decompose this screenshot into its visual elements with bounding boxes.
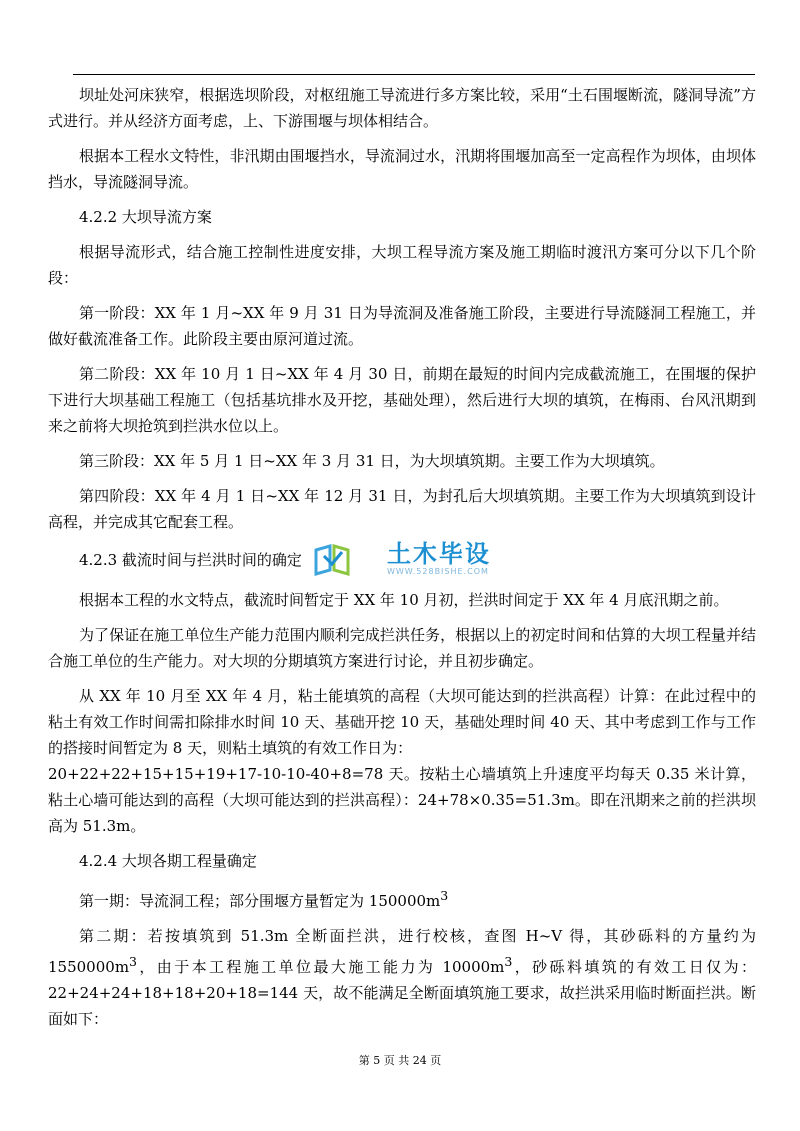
superscript: 3: [440, 888, 449, 903]
section-heading: 4.2.4 大坝各期工程量确定: [79, 852, 257, 870]
watermark: [312, 542, 491, 576]
paragraph: 坝址处河床狭窄，根据选坝阶段，对枢纽施工导流进行多方案比较，采用“土石围堰断流，隧洞导流”方式进行。并从经济方面考虑，上、下游围堰与坝体相结合。: [48, 86, 756, 130]
superscript: 3: [129, 954, 137, 969]
paragraph: 第一阶段：XX 年 1 月~XX 年 9 月 31 日为导流洞及准备施工阶段，主要进行导流隧洞工程施工，并做好截流准备工作。此阶段主要由原河道过流。: [48, 304, 756, 348]
paragraph-text: ，砂砾料填筑的有效工日仅为：: [512, 958, 756, 976]
paragraph: 从 XX 年 10 月至 XX 年 4 月，粘土能填筑的高程（大坝可能达到的拦洪高程）计算：在此过程中的粘土有效工作时间需扣除排水时间 10 天、基础开挖 10 天，基础处理时间 40 天、其中考虑到工作与工作的搭接时间暂定为 8 天，则粘土填筑的有效工作日为：: [48, 687, 756, 757]
paragraph: 第二阶段：XX 年 10 月 1 日~XX 年 4 月 30 日，前期在最短的时间内完成截流施工，在围堰的保护下进行大坝基础工程施工（包括基坑排水及开挖，基础处理），然后进行大坝的填筑，在梅雨、台风汛期到来之前将大坝抢筑到拦洪水位以上。: [48, 365, 756, 435]
unit-text: m: [114, 958, 130, 976]
paragraph: 为了保证在施工单位生产能力范围内顺利完成拦洪任务，根据以上的初定时间和估算的大坝工程量并结合施工单位的生产能力。对大坝的分期填筑方案进行讨论，并且初步确定。: [48, 626, 756, 670]
book-logo-icon: [312, 542, 352, 576]
paragraph: 第三阶段：XX 年 5 月 1 日~XX 年 3 月 31 日，为大坝填筑期。主要工作为大坝填筑。: [79, 452, 665, 470]
section-heading-with-watermark: [48, 540, 756, 578]
document-body: [48, 82, 756, 1041]
paragraph: [48, 923, 756, 1032]
paragraph-continuation: 20+22+22+15+15+19+17-10-10-40+8=78 天。按粘土心墙填筑上升速度平均每天 0.35 米计算，粘土心墙可能达到的高程（大坝可能达到的拦洪高程）：24+78×0.35=51.3m。即在汛期来之前的拦洪坝高为 51.3m。: [48, 765, 756, 835]
superscript: 3: [504, 954, 513, 969]
paragraph-text: 22+24+24+18+18+20+18=144 天，故不能满足全断面填筑施工要求，故拦洪采用临时断面拦洪。断面如下：: [48, 984, 756, 1028]
paragraph-text: 第二期：若按填筑到 51.3m 全断面拦洪，进行校核，查图 H~V 得，其砂砾料的方量约为 1550000: [48, 927, 756, 976]
section-heading-text: 4.2.3 截流时间与拦洪时间的确定: [79, 551, 302, 569]
paragraph: [48, 883, 756, 914]
paragraph: 根据导流形式，结合施工控制性进度安排，大坝工程导流方案及施工期临时渡汛方案可分以下几个阶段：: [48, 243, 756, 287]
section-heading: 4.2.2 大坝导流方案: [79, 208, 212, 226]
header-rule: [73, 74, 755, 75]
paragraph-text: 第一期：导流洞工程；部分围堰方量暂定为 150000m: [79, 892, 441, 910]
watermark-text: 土木毕设: [386, 540, 491, 568]
paragraph: 第四阶段：XX 年 4 月 1 日~XX 年 12 月 31 日，为封孔后大坝填筑期。主要工作为大坝填筑到设计高程，并完成其它配套工程。: [48, 487, 756, 531]
watermark-subtext: WWW.528BISHE.COM: [386, 567, 489, 576]
page-number-footer: 第 5 页 共 24 页: [358, 1054, 442, 1067]
paragraph: 根据本工程的水文特点，截流时间暂定于 XX 年 10 月初，拦洪时间定于 XX 年 4 月底汛期之前。: [79, 591, 729, 609]
paragraph-text: ，由于本工程施工单位最大施工能力为 10000m: [137, 958, 505, 976]
paragraph: 根据本工程水文特性，非汛期由围堰挡水，导流洞过水，汛期将围堰加高至一定高程作为坝体，由坝体挡水，导流隧洞导流。: [48, 147, 756, 191]
